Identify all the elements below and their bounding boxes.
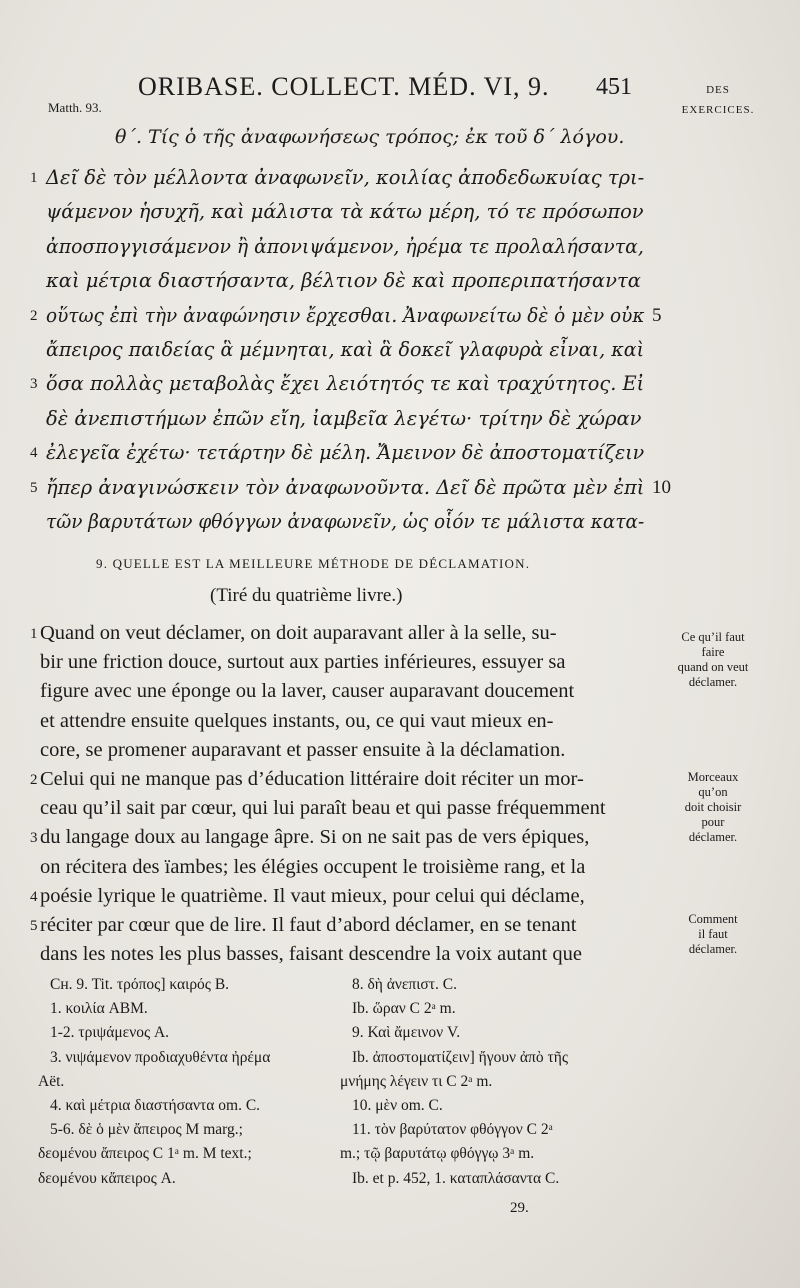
greek-text-line: ἀποσπογγισάμενον ἢ ἀπονιψάμενον, ἠρέμα τε προλαλήσαντα, [46,235,644,258]
side-heading-exercices: EXERCICES. [681,104,755,116]
french-text-line: core, se promener auparavant et passer ensuite à la déclamation. [40,739,566,761]
sidenote-line: qu’on [698,785,728,799]
french-text-line: figure avec une éponge ou la laver, causer auparavant doucement [40,680,575,702]
apparatus-note-right: Ib. ὥραν C 2ᵃ m. [352,1000,456,1017]
greek-line-number: 2 [30,308,38,324]
sidenote-what-to-do [648,630,778,690]
greek-verse-number: 10 [652,477,671,498]
sidenote-line: déclamer. [688,830,738,844]
french-line-number: 1 [30,626,38,642]
sidenote-line: faire [701,645,725,659]
french-text-line: du langage doux au langage âpre. Si on ne sait pas de vers épiques, [40,826,590,848]
apparatus-note-left: 3. νιψάμενον προδιαχυθέντα ἠρέμα [50,1049,271,1066]
apparatus-note-left: δεομένου κἄπειρος A. [38,1170,176,1187]
apparatus-note-right: m.; τῷ βαρυτάτῳ φθόγγῳ 3ᵃ m. [340,1145,535,1162]
french-text-line: bir une friction douce, surtout aux parties inférieures, essuyer sa [40,651,566,673]
sidenote-line: il faut [698,927,728,941]
greek-text-line: ἐλεγεῖα ἐχέτω· τετάρτην δὲ μέλη. Ἄμεινον δὲ ἀποστοματίζειν [46,441,645,464]
greek-line-number: 1 [30,170,38,186]
greek-text-line: Δεῖ δὲ τὸν μέλλοντα ἀναφωνεῖν, κοιλίας ἀποδεδωκυίας τρι- [46,166,645,189]
french-line-number: 4 [30,889,38,905]
sidenote-line: Ce qu’il faut [681,630,745,644]
french-text-line: réciter par cœur que de lire. Il faut d’abord déclamer, en se tenant [40,914,577,936]
french-text-line: Quand on veut déclamer, on doit auparavant aller à la selle, su- [40,622,557,644]
greek-line-number: 3 [30,376,38,392]
sidenote-line: déclamer. [688,675,738,689]
greek-line-number: 5 [30,480,38,496]
apparatus-note-right: 10. μὲν om. C. [352,1097,443,1114]
sidenote-line: déclamer. [688,942,738,956]
french-text-line: Celui qui ne manque pas d’éducation littéraire doit réciter un mor- [40,768,584,790]
sidenote-line: pour [701,815,725,829]
side-heading-des: DES [706,84,730,96]
greek-text-line: καὶ μέτρια διαστήσαντα, βέλτιον δὲ καὶ προπεριπατήσαντα [46,269,641,292]
french-text-line: on récitera des ïambes; les élégies occupent le troisième rang, et la [40,856,586,878]
signature-mark: 29. [510,1200,529,1216]
french-text-line: et attendre ensuite quelques instants, ou, ce qui vaut mieux en- [40,710,554,732]
apparatus-note-left: Cʜ. 9. Tit. τρόπος] καιρός B. [50,976,230,993]
sidenote-line: Morceaux [687,770,739,784]
apparatus-note-left: Aët. [38,1073,65,1090]
apparatus-note-left: 1. κοιλία ABM. [50,1000,148,1017]
french-line-number: 2 [30,772,38,788]
french-text-line: dans les notes les plus basses, faisant descendre la voix autant que [40,943,582,965]
apparatus-note-left: 1-2. τριψάμενος A. [50,1024,170,1041]
running-title: ORIBASE. COLLECT. MÉD. VI, 9. [138,72,550,101]
sidenote-how [648,912,778,957]
sidenote-line: quand on veut [677,660,749,674]
french-chapter-subtitle: (Tiré du quatrième livre.) [210,585,403,606]
apparatus-note-left: 5-6. δὲ ὁ μὲν ἄπειρος M marg.; [50,1121,243,1138]
french-text-line: ceau qu’il sait par cœur, qui lui paraît beau et qui passe fréquemment [40,797,606,819]
french-line-number: 3 [30,830,38,846]
greek-text-line: τῶν βαρυτάτων φθόγγων ἀναφωνεῖν, ὡς οἷόν τε μάλιστα κατα- [46,510,645,533]
greek-text-line: ἤπερ ἀναγινώσκειν τὸν ἀναφωνοῦντα. Δεῖ δὲ πρῶτα μὲν ἐπὶ [46,476,645,499]
greek-text-line: ὅσα πολλὰς μεταβολὰς ἔχει λειότητός τε καὶ τραχύτητος. Εἰ [46,372,645,395]
greek-verse-number: 5 [652,305,662,326]
french-text-line: poésie lyrique le quatrième. Il vaut mieux, pour celui qui déclame, [40,885,585,907]
greek-chapter-title: θ΄. Τίς ὁ τῆς ἀναφωνήσεως τρόπος; ἐκ τοῦ δ΄ λόγου. [115,126,625,148]
apparatus-note-right: μνήμης λέγειν τι C 2ᵃ m. [340,1073,493,1090]
greek-line-number: 4 [30,445,38,461]
sidenote-pieces [648,770,778,845]
french-line-number: 5 [30,918,38,934]
apparatus-note-right: Ib. et p. 452, 1. καταπλάσαντα C. [352,1170,560,1187]
apparatus-note-left: 4. καὶ μέτρια διαστήσαντα om. C. [50,1097,261,1114]
apparatus-note-right: 11. τὸν βαρύτατον φθόγγον C 2ᵃ [352,1121,553,1138]
greek-text-line: ψάμενον ἡσυχῆ, καὶ μάλιστα τὰ κάτω μέρη, τό τε πρόσωπον [46,200,644,223]
greek-text-line: οὕτως ἐπὶ τὴν ἀναφώνησιν ἔρχεσθαι. Ἀναφωνείτω δὲ ὁ μὲν οὐκ [46,304,645,327]
apparatus-note-left: δεομένου ἄπειρος C 1ᵃ m. M text.; [38,1145,252,1162]
french-chapter-title: 9. QUELLE EST LA MEILLEURE MÉTHODE DE DÉCLAMATION. [96,556,531,571]
greek-text-line: ἄπειρος παιδείας ἃ μέμνηται, καὶ ἃ δοκεῖ γλαφυρὰ εἶναι, καὶ [46,338,645,361]
apparatus-note-right: Ib. ἀποστοματίζειν] ἤγουν ἀπὸ τῆς [352,1049,568,1066]
page-number: 451 [596,74,632,100]
sidenote-line: Comment [688,912,738,926]
apparatus-note-right: 9. Καὶ ἄμεινον V. [352,1024,461,1041]
greek-text-line: δὲ ἀνεπιστήμων ἐπῶν εἴη, ἰαμβεῖα λεγέτω· τρίτην δὲ χώραν [46,407,642,430]
apparatus-note-right: 8. δὴ ἀνεπιστ. C. [352,976,457,993]
sidenote-line: doit choisir [684,800,742,814]
matthaei-reference: Matth. 93. [48,100,102,115]
